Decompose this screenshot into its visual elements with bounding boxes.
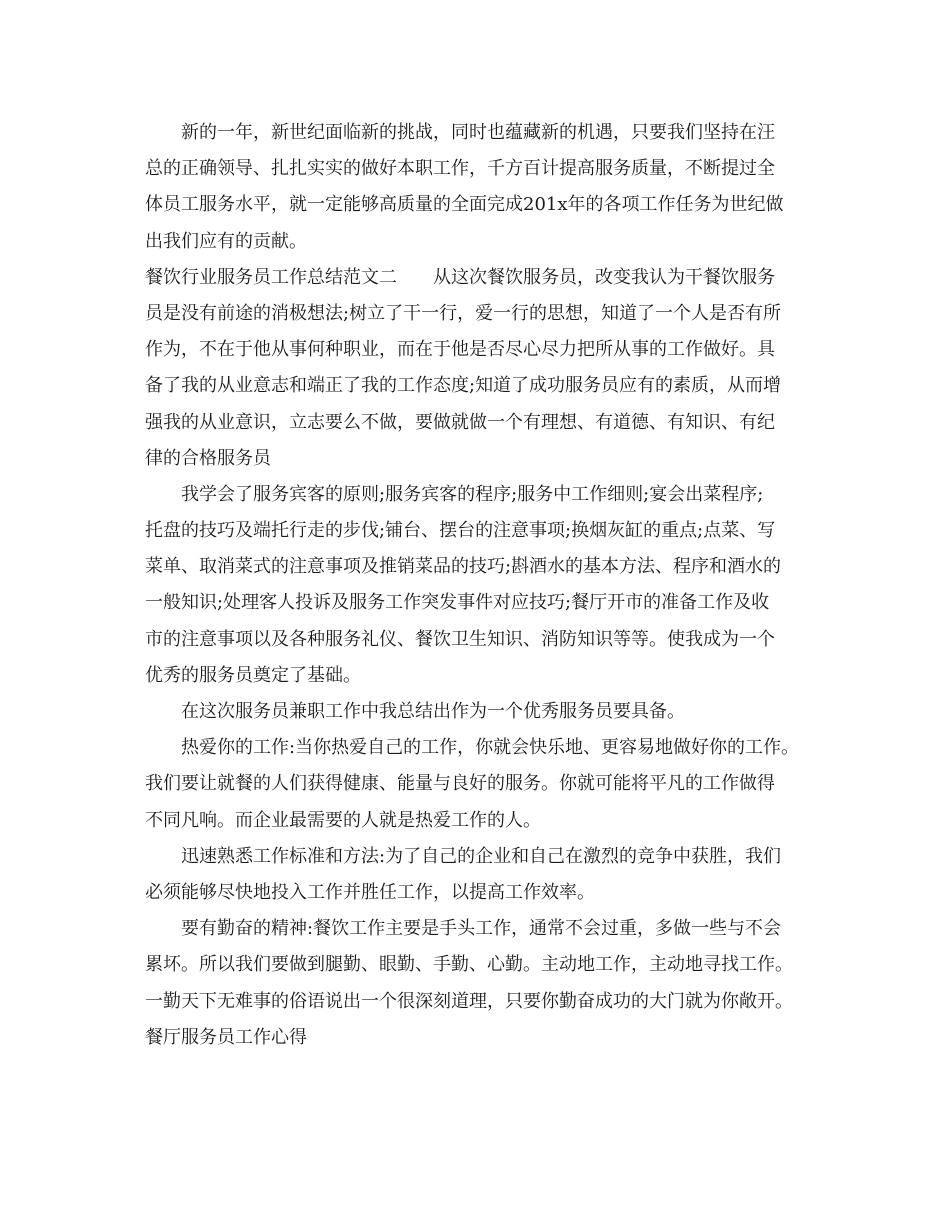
text-line: 优秀的服务员奠定了基础。 (145, 664, 361, 686)
text-line: 一勤天下无难事的俗语说出一个很深刻道理，只要你勤奋成功的大门就为你敞开。 (145, 990, 793, 1012)
text-line: 要有勤奋的精神:餐饮工作主要是手头工作，通常不会过重，多做一些与不会 (181, 918, 782, 940)
text-line: 不同凡响。而企业最需要的人就是热爱工作的人。 (145, 809, 541, 831)
text-line: 迅速熟悉工作标准和方法:为了自己的企业和自己在激烈的竞争中获胜，我们 (181, 845, 782, 867)
text-line: 市的注意事项以及各种服务礼仪、餐饮卫生知识、消防知识等等。使我成为一个 (145, 628, 775, 650)
text-line: 我学会了服务宾客的原则;服务宾客的程序;服务中工作细则;宴会出菜程序; (181, 483, 764, 505)
text-line: 员是没有前途的消极想法;树立了干一行，爱一行的思想，知道了一个人是否有所 (145, 302, 782, 324)
text-line: 托盘的技巧及端托行走的步伐;铺台、摆台的注意事项;换烟灰缸的重点;点菜、写 (145, 520, 776, 542)
text-line: 菜单、取消菜式的注意事项及推销菜品的技巧;斟酒水的基本方法、程序和酒水的 (145, 556, 782, 578)
document-body (145, 115, 810, 1056)
text-line: 律的合格服务员 (145, 447, 271, 469)
text-line: 体员工服务水平，就一定能够高质量的全面完成201x年的各项工作任务为世纪做 (145, 194, 784, 216)
text-line: 作为，不在于他从事何种职业，而在于他是否尽心尽力把所从事的工作做好。具 (145, 339, 775, 361)
text-line: 新的一年，新世纪面临新的挑战，同时也蕴藏新的机遇，只要我们坚持在汪 (181, 122, 775, 143)
text-line: 强我的从业意识，立志要么不做，要做就做一个有理想、有道德、有知识、有纪 (145, 411, 775, 433)
text-line: 累坏。所以我们要做到腿勤、眼勤、手勤、心勤。主动地工作，主动地寻找工作。 (145, 954, 793, 976)
text-line: 出我们应有的贡献。 (145, 230, 307, 252)
section-heading-line (145, 260, 810, 296)
text-line: 备了我的从业意志和端正了我的工作态度;知道了成功服务员应有的素质，从而增 (145, 375, 782, 397)
section-heading-tail: 从这次餐饮服务员，改变我认为干餐饮服务 (433, 266, 775, 288)
text-line: 一般知识;处理客人投诉及服务工作突发事件对应技巧;餐厅开市的准备工作及收 (145, 592, 770, 614)
section-heading: 餐饮行业服务员工作总结范文二 (145, 266, 397, 288)
closing-heading: 餐厅服务员工作心得 (145, 1026, 307, 1048)
text-line: 热爱你的工作:当你热爱自己的工作，你就会快乐地、更容易地做好你的工作。 (181, 737, 800, 759)
text-line: 总的正确领导、扎扎实实的做好本职工作，千方百计提高服务质量，不断提过全 (145, 158, 775, 180)
text-line: 必须能够尽快地投入工作并胜任工作，以提高工作效率。 (145, 881, 595, 903)
text-line: 我们要让就餐的人们获得健康、能量与良好的服务。你就可能将平凡的工作做得 (145, 773, 775, 795)
text-line: 在这次服务员兼职工作中我总结出作为一个优秀服务员要具备。 (181, 701, 685, 722)
